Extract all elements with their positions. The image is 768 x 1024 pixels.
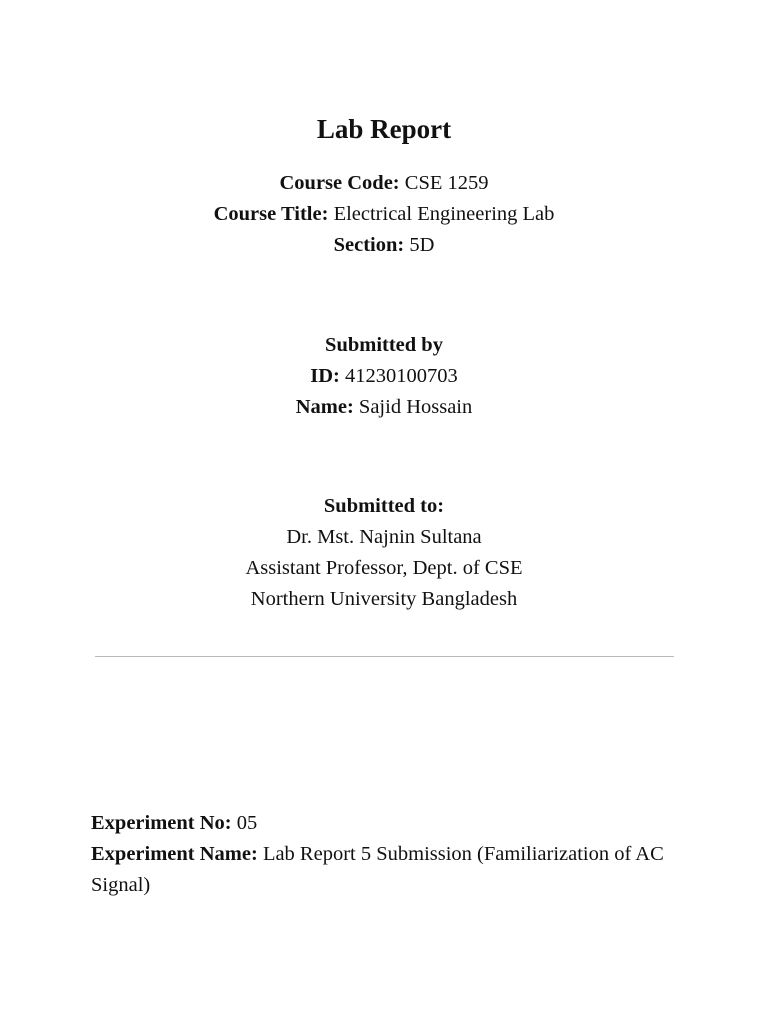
instructor-name: Dr. Mst. Najnin Sultana	[286, 526, 482, 548]
student-id-label: ID:	[310, 365, 340, 387]
submitted-by-heading: Submitted by	[325, 334, 443, 356]
experiment-name-line	[91, 839, 681, 901]
section-value: 5D	[409, 234, 435, 256]
course-title-value: Electrical Engineering Lab	[333, 203, 555, 225]
horizontal-divider	[95, 656, 674, 657]
student-id-value: 41230100703	[344, 365, 458, 387]
section-line	[0, 230, 768, 261]
student-id-line	[0, 361, 768, 392]
course-title-line	[0, 199, 768, 230]
experiment-section	[91, 808, 681, 901]
experiment-name-value: Lab Report 5 Submission (Familiarization of AC Signal)	[91, 843, 664, 896]
university-name: Northern University Bangladesh	[250, 588, 518, 610]
submitted-by-section	[0, 330, 768, 423]
instructor-designation: Assistant Professor, Dept. of CSE	[245, 557, 523, 579]
page-title: Lab Report	[316, 114, 452, 144]
section-label: Section:	[333, 234, 405, 256]
submitted-to-section	[0, 491, 768, 615]
student-name-line	[0, 392, 768, 423]
experiment-no-value: 05	[236, 812, 258, 834]
course-info	[0, 168, 768, 261]
experiment-no-label: Experiment No:	[91, 812, 232, 834]
student-name-value: Sajid Hossain	[358, 396, 473, 418]
experiment-no-line	[91, 808, 681, 839]
student-name-label: Name:	[295, 396, 354, 418]
submitted-to-heading: Submitted to:	[323, 495, 445, 517]
course-code-value: CSE 1259	[404, 172, 489, 194]
course-code-label: Course Code:	[279, 172, 400, 194]
course-title-label: Course Title:	[213, 203, 329, 225]
course-code-line	[0, 168, 768, 199]
experiment-name-label: Experiment Name:	[91, 843, 258, 865]
